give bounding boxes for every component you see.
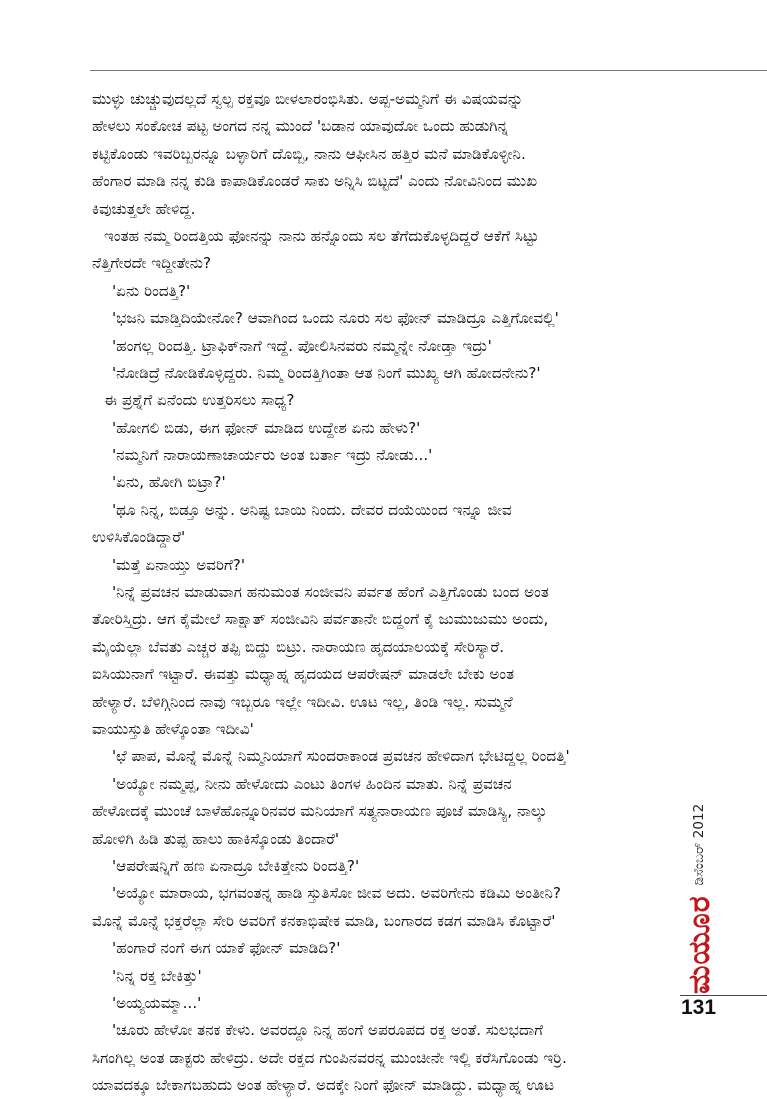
text-line: 'ನೋಡಿದ್ರೆ ನೋಡಿಕೊಳ್ಳಿದ್ದರು. ನಿಮ್ಮ ರಿಂದತ್ತಿಗಿಂತಾ ಆತ ನಿಂಗೆ ಮುಖ್ಯ ಆಗಿ ಹೋದನೇನು?' <box>112 363 541 382</box>
text-line: ಸಿಗಂಗಿಲ್ಲ ಅಂತ ಡಾಕ್ಟರು ಹೇಳಿದ್ರು. ಅದೇ ರಕ್ತದ ಗುಂಪಿನವರನ್ನ ಮುಂಚೀನೇ ಇಲ್ಲಿ ಕರೆಸಿಗೊಂಡು ಇರ್ರಿ. <box>92 1048 567 1067</box>
sidebar-vertical-text <box>681 796 717 994</box>
text-line: ಈ ಪ್ರಶ್ನೆಗೆ ಏನೆಂದು ಉತ್ತರಿಸಲು ಸಾಧ್ಯ? <box>104 391 295 410</box>
text-line: 'ಚೂರು ಹೇಳೋ ತನಕ ಕೇಳು. ಅವರದ್ದೂ ನಿನ್ನ ಹಂಗೆ ಅಪರೂಪದ ರಕ್ತ ಅಂತೆ. ಸುಲಭದಾಗೆ <box>112 1021 544 1040</box>
text-line: ಇಂತಹ ನಮ್ಮ ರಿಂದತ್ತಿಯ ಫೋನನ್ನು ನಾನು ಹನ್ನೊಂದು ಸಲ ತೆಗೆದುಕೊಳ್ಳದಿದ್ದರೆ ಆಕೆಗೆ ಸಿಟ್ಟು <box>104 226 539 245</box>
text-line: ಹೋಳಿಗಿ ಹಿಡಿ ತುಪ್ಪ ಹಾಲು ಹಾಕಿಸ್ಕೊಂಡು ತಿಂದಾರೆ' <box>92 829 340 848</box>
text-line: 'ಥೂ ನಿನ್ನ, ಬಿಡ್ತೂ ಅನ್ನು. ಅನಿಷ್ಟ ಬಾಯಿ ನಿಂದು. ದೇವರ ದಯೆಯಿಂದ ಇನ್ನೂ ಜೀವ <box>112 500 512 519</box>
text-line: ಮುಳ್ಳು ಚುಚ್ಚುವುದಲ್ಲದೆ ಸ್ವಲ್ಪ ರಕ್ತವೂ ಬೀಳಲಾರಂಭಿಸಿತು. ಅಪ್ಪ-ಅಮ್ಮನಿಗೆ ಈ ವಿಷಯವನ್ನು <box>92 90 524 108</box>
issue-date: ಡಿಸೆಂಬರ್ 2012 <box>691 803 707 886</box>
story-body <box>92 86 676 1099</box>
text-line: 'ಆಪರೇಷನ್ನಿಗೆ ಹಣ ಏನಾದ್ರೂ ಬೇಕಿತ್ತೇನು ರಿಂದತ್ತಿ?' <box>112 856 360 875</box>
text-line: ಉಳಿಸಿಕೊಂಡಿದ್ದಾರೆ' <box>92 528 186 547</box>
text-line: ಹೆಂಗಾರ ಮಾಡಿ ನನ್ನ ಕುಡಿ ಕಾಪಾಡಿಕೊಂಡರೆ ಸಾಕು ಅನ್ನಿಸಿ ಬಿಟ್ಟದೆ' ಎಂದು ನೋವಿನಿಂದ ಮುಖ <box>92 172 538 191</box>
text-line: ಹೇಳ್ಯಾರೆ. ಬೆಳಿಗ್ಗಿನಿಂದ ನಾವು ಇಬ್ಬರೂ ಇಲ್ಲೇ ಇದೀವಿ. ಊಟ ಇಲ್ಲ, ತಿಂಡಿ ಇಲ್ಲ. ಸುಮ್ಮನೆ <box>92 692 513 711</box>
text-line: ಹೇಳೋದಕ್ಕೆ ಮುಂಚೆ ಬಾಳೆಹೊನ್ನೂರಿನವರ ಮನಿಯಾಗೆ ಸತ್ಯನಾರಾಯಣ ಪೂಜೆ ಮಾಡಿಸ್ಯಿ, ನಾಲ್ಕು <box>92 802 547 821</box>
text-line: 'ಭಜನಿ ಮಾಡ್ತಿದಿಯೇನೋ? ಆವಾಗಿಂದ ಒಂದು ನೂರು ಸಲ ಫೋನ್ ಮಾಡಿದ್ರೂ ಎತ್ತಿಗೋವಲ್ಲಿ' <box>112 309 559 328</box>
text-line: 'ಅಯ್ಯೋ ನಮ್ಮಪ್ಪ, ನೀನು ಹೇಳೋದು ಎಂಟು ತಿಂಗಳ ಹಿಂದಿನ ಮಾತು. ನಿನ್ನೆ ಪ್ರವಚನ <box>112 774 512 793</box>
text-line: ನೆತ್ತಿಗೇರದೇ ಇದ್ದೀತೇನು? <box>92 254 212 273</box>
magazine-sidebar <box>681 796 717 994</box>
text-line: ಕಟ್ಟಿಕೊಂಡು ಇವರಿಬ್ಬರನ್ನೂ ಬಳ್ಳಾರಿಗೆ ದೊಬ್ಬಿ, ನಾನು ಆಫೀಸಿನ ಹತ್ತಿರ ಮನೆ ಮಾಡಿಕೊಳ್ಳೀನಿ. <box>92 144 526 163</box>
text-line: 'ಏನು, ಹೋಗಿ ಬಿಟ್ರಾ?' <box>112 473 226 492</box>
text-line: ಮೊನ್ನೆ ಮೊನ್ನೆ ಭಕ್ತರೆಲ್ಲಾ ಸೇರಿ ಅವರಿಗೆ ಕನಕಾಭಿಷೇಕ ಮಾಡಿ, ಬಂಗಾರದ ಕಡಗ ಮಾಡಿಸಿ ಕೊಟ್ಟಾರೆ' <box>92 911 556 930</box>
text-line: 'ನಿನ್ನ ರಕ್ತ ಬೇಕಿತ್ತು' <box>112 966 202 985</box>
text-line: 'ಛೆ ಪಾಪ, ಮೊನ್ನೆ ಮೊನ್ನೆ ನಿಮ್ಮನಿಯಾಗೆ ಸುಂದರಾಕಾಂಡ ಪ್ರವಚನ ಹೇಳಿದಾಗ ಭೇಟಿದ್ದಲ್ಲ ರಿಂದತ್ತಿ' <box>112 747 570 766</box>
text-line: 'ಮತ್ತೆ ಏನಾಯ್ತು ಅವರಿಗೆ?' <box>112 555 246 574</box>
text-line: 'ನಮ್ಮನಿಗೆ ನಾರಾಯಣಾಚಾರ್ಯರು ಅಂತ ಬರ್ತಾ ಇದ್ರು ನೋಡು...' <box>112 446 433 465</box>
text-line: 'ಏನು ರಿಂದತ್ತಿ?' <box>112 281 191 300</box>
text-line: ಐಸಿಯುನಾಗೆ ಇಟ್ಟಾರೆ. ಈವತ್ತು ಮಧ್ಯಾಹ್ನ ಹೃದಯದ ಆಪರೇಷನ್ ಮಾಡಲೇ ಬೇಕು ಅಂತ <box>92 665 515 684</box>
text-line: 'ಅಯ್ಯಯಮ್ಮಾ...' <box>112 993 202 1012</box>
top-rule <box>90 70 767 71</box>
text-line: ಹೇಳಲು ಸಂಕೋಚ ಪಟ್ಟ ಅಂಗದ ನನ್ನ ಮುಂದೆ 'ಬಡಾನ ಯಾವುದೋ ಒಂದು ಹುಡುಗಿನ್ನ <box>92 117 509 136</box>
text-line: ಮೈಯೆಲ್ಲಾ ಬೆವತು ಎಚ್ಚರ ತಪ್ಪಿ ಬಿದ್ದು ಬಿಟ್ರು. ನಾರಾಯಣ ಹೃದಯಾಲಯಕ್ಕೆ ಸೇರಿಸ್ಯಾರೆ. <box>92 637 505 656</box>
text-line: 'ಅಯ್ಯೋ ಮಾರಾಯ, ಭಗವಂತನ್ನ ಹಾಡಿ ಸ್ತುತಿಸೋ ಜೀವ ಅದು. ಅವರಿಗೇನು ಕಡಿಮಿ ಅಂತೀನಿ? <box>112 884 561 903</box>
text-line: 'ನಿನ್ನೆ ಪ್ರವಚನ ಮಾಡುವಾಗ ಹನುಮಂತ ಸಂಜೀವನಿ ಪರ್ವತ ಹೆಂಗೆ ಎತ್ತಿಗೊಂಡು ಬಂದ ಅಂತ <box>112 583 549 602</box>
text-line: 'ಹಂಗಾರೆ ನಂಗೆ ಈಗ ಯಾಕೆ ಫೋನ್ ಮಾಡಿದಿ?' <box>112 939 341 958</box>
text-line: ತೋರಿಸ್ತಿದ್ರು. ಆಗ ಕೈಮೇಲೆ ಸಾಕ್ಷಾತ್ ಸಂಜೀವಿನಿ ಪರ್ವತಾನೇ ಬಿದ್ದಂಗೆ ಕೈ ಜುಮುಜುಮು ಅಂದು, <box>92 610 549 629</box>
text-line: 'ಹೋಗಲಿ ಬಿಡು, ಈಗ ಫೋನ್ ಮಾಡಿದ ಉದ್ದೇಶ ಏನು ಹೇಳು?' <box>112 418 421 437</box>
text-line: ಕಿವುಚುತ್ತಲೇ ಹೇಳಿದ್ದ. <box>92 199 196 218</box>
page-number: 131 <box>681 996 717 1019</box>
text-line: 'ಹಂಗಲ್ಲ ರಿಂದತ್ತಿ. ಟ್ರಾಫಿಕ್‌ನಾಗೆ ಇದ್ದೆ. ಪೋಲಿಸಿನವರು ನಮ್ಮನ್ನೇ ನೋಡ್ತಾ ಇದ್ರು' <box>112 336 492 355</box>
magazine-title: ಮಯೂರ <box>681 895 717 994</box>
text-line: ವಾಯುಸ್ತುತಿ ಹೇಳ್ಕೊಂತಾ ಇದೀವಿ' <box>92 719 254 738</box>
text-line: ಯಾವದಕ್ಕೂ ಬೇಕಾಗಬಹುದು ಅಂತ ಹೇಳ್ಯಾರೆ. ಅದಕ್ಕೇ ನಿಂಗೆ ಫೋನ್ ಮಾಡಿದ್ದು. ಮಧ್ಯಾಹ್ನ ಊಟ <box>92 1076 555 1095</box>
